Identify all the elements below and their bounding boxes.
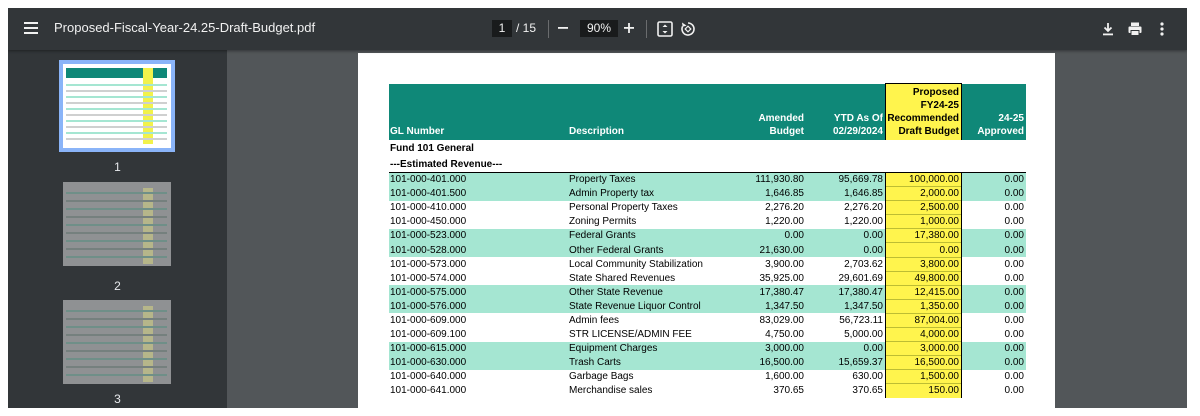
proposed-budget-cell: 16,500.00 — [886, 356, 962, 370]
gl-number-cell: 101-000-630.000 — [389, 356, 568, 370]
proposed-budget-cell: 1,000.00 — [886, 215, 962, 229]
header-description: Description — [568, 84, 730, 141]
approved-cell: 0.00 — [1004, 371, 1024, 383]
table-row — [389, 257, 1026, 271]
header-proposed — [886, 84, 962, 141]
zoom-in-icon[interactable] — [619, 18, 639, 38]
approved-cell: 0.00 — [962, 243, 1027, 257]
header-proposed-line3: Draft Budget — [898, 126, 959, 137]
approved-cell: 0.00 — [962, 356, 1027, 370]
menu-icon[interactable] — [22, 19, 40, 37]
toolbar — [8, 8, 1187, 50]
ytd-cell: 0.00 — [806, 342, 886, 356]
page-thumbnail-3[interactable] — [63, 300, 171, 384]
approved-cell: 0.00 — [962, 299, 1027, 313]
amended-budget-cell: 1,347.50 — [730, 299, 806, 313]
document-title: Proposed-Fiscal-Year-24.25-Draft-Budget.pdf — [54, 20, 316, 35]
header-approved — [962, 84, 1027, 141]
ytd-cell: 17,380.47 — [806, 285, 886, 299]
proposed-budget-cell: 3,800.00 — [886, 257, 962, 271]
proposed-budget-cell: 3,000.00 — [886, 342, 962, 356]
description-cell: Other Federal Grants — [568, 243, 730, 257]
table-row — [389, 328, 1026, 342]
gl-number-cell: 101-000-609.000 — [390, 314, 467, 326]
ytd-cell: 5,000.00 — [844, 329, 883, 341]
table-row — [389, 271, 1026, 285]
description-cell: Federal Grants — [568, 229, 730, 243]
approved-cell: 0.00 — [962, 285, 1027, 299]
amended-budget-cell: 3,000.00 — [730, 342, 806, 356]
amended-budget-cell: 111,930.80 — [730, 173, 806, 187]
table-row — [389, 370, 1026, 384]
description-cell: Merchandise sales — [569, 385, 653, 397]
proposed-budget-cell: 2,500.00 — [886, 201, 962, 215]
proposed-budget-cell: 12,415.00 — [886, 285, 962, 299]
description-cell: Personal Property Taxes — [569, 202, 678, 214]
gl-number-cell: 101-000-401.000 — [389, 173, 568, 187]
ytd-cell: 370.65 — [852, 385, 883, 397]
header-ytd-line2: 02/29/2024 — [832, 126, 883, 137]
toolbar-divider — [548, 20, 549, 38]
description-cell: Zoning Permits — [569, 216, 637, 228]
gl-number-cell: 101-000-574.000 — [390, 272, 467, 284]
approved-cell: 0.00 — [1004, 258, 1024, 270]
approved-cell: 0.00 — [1004, 202, 1024, 214]
print-icon[interactable] — [1126, 20, 1144, 38]
amended-budget-cell: 83,029.00 — [759, 314, 804, 326]
proposed-budget-cell: 1,350.00 — [886, 299, 962, 313]
amended-budget-cell: 35,925.00 — [759, 272, 804, 284]
thumbnail-label: 1 — [114, 160, 121, 174]
description-cell: Property Taxes — [568, 173, 730, 187]
description-cell: State Revenue Liquor Control — [568, 299, 730, 313]
table-header-row — [389, 84, 1026, 141]
gl-number-cell: 101-000-450.000 — [390, 216, 467, 228]
page-thumbnail-2[interactable] — [63, 182, 171, 266]
ytd-cell: 56,723.11 — [839, 314, 883, 326]
ytd-cell: 2,703.62 — [844, 258, 883, 270]
zoom-out-icon[interactable] — [553, 18, 573, 38]
ytd-cell: 1,646.85 — [806, 187, 886, 201]
description-cell: Equipment Charges — [568, 342, 730, 356]
gl-number-cell: 101-000-528.000 — [389, 243, 568, 257]
amended-budget-cell: 370.65 — [773, 385, 804, 397]
section-heading-row — [389, 156, 1026, 173]
table-row — [389, 384, 1026, 398]
ytd-cell: 2,276.20 — [844, 202, 883, 214]
table-row — [389, 285, 1026, 299]
ytd-cell: 95,669.78 — [806, 173, 886, 187]
ytd-cell: 630.00 — [852, 371, 883, 383]
proposed-budget-cell: 100,000.00 — [886, 173, 962, 187]
amended-budget-cell: 17,380.47 — [730, 285, 806, 299]
description-cell: Trash Carts — [568, 356, 730, 370]
page-total: / 15 — [516, 21, 537, 35]
table-row — [389, 243, 1026, 257]
proposed-budget-cell: 2,000.00 — [886, 187, 962, 201]
table-row — [389, 201, 1026, 215]
header-approved-line2: Approved — [977, 126, 1024, 137]
proposed-budget-cell: 0.00 — [886, 243, 962, 257]
gl-number-cell: 101-000-523.000 — [389, 229, 568, 243]
table-row — [389, 313, 1026, 327]
description-cell: State Shared Revenues — [569, 272, 676, 284]
ytd-cell: 1,347.50 — [806, 299, 886, 313]
description-cell: Admin Property tax — [568, 187, 730, 201]
gl-number-cell: 101-000-576.000 — [389, 299, 568, 313]
ytd-cell: 29,601.69 — [838, 272, 883, 284]
fund-heading: Fund 101 General — [389, 140, 886, 156]
table-row — [389, 173, 1026, 187]
header-proposed-line1: Proposed FY24-25 — [912, 87, 959, 111]
pdf-page — [358, 53, 1055, 408]
page-thumbnail-1[interactable] — [63, 64, 171, 148]
ytd-cell: 15,659.37 — [806, 356, 886, 370]
gl-number-cell: 101-000-401.500 — [389, 187, 568, 201]
thumbnail-label: 2 — [114, 279, 121, 293]
amended-budget-cell: 16,500.00 — [730, 356, 806, 370]
amended-budget-cell: 2,276.20 — [765, 202, 804, 214]
amended-budget-cell: 0.00 — [730, 229, 806, 243]
toolbar-divider — [646, 20, 647, 38]
table-row — [389, 299, 1026, 313]
description-cell: Garbage Bags — [569, 371, 634, 383]
approved-cell: 0.00 — [962, 342, 1027, 356]
amended-budget-cell: 1,220.00 — [765, 216, 804, 228]
header-proposed-line2: Recommended — [887, 113, 959, 124]
section-heading: ---Estimated Revenue--- — [389, 156, 886, 173]
description-cell: Local Community Stabilization — [569, 258, 703, 270]
gl-number-cell: 101-000-575.000 — [389, 285, 568, 299]
header-ytd — [806, 84, 886, 141]
fit-page-icon[interactable] — [656, 20, 674, 38]
description-cell: Other State Revenue — [568, 285, 730, 299]
gl-number-cell: 101-000-641.000 — [390, 385, 467, 397]
proposed-budget-cell: 1,500.00 — [886, 370, 962, 384]
proposed-budget-cell: 87,004.00 — [886, 313, 962, 327]
amended-budget-cell: 4,750.00 — [765, 329, 804, 341]
zoom-level-input[interactable]: 90% — [580, 20, 618, 37]
table-row — [389, 187, 1026, 201]
approved-cell: 0.00 — [1004, 385, 1024, 397]
proposed-budget-cell: 17,380.00 — [886, 229, 962, 243]
pdf-viewer — [8, 8, 1187, 408]
ytd-cell: 0.00 — [806, 243, 886, 257]
fund-heading-row — [389, 140, 1026, 156]
rotate-icon[interactable] — [679, 20, 697, 38]
approved-cell: 0.00 — [962, 187, 1027, 201]
proposed-budget-cell: 4,000.00 — [886, 328, 962, 342]
more-options-icon[interactable] — [1153, 20, 1171, 38]
table-row — [389, 229, 1026, 243]
header-gl-number: GL Number — [389, 84, 568, 141]
proposed-budget-cell: 150.00 — [886, 384, 962, 398]
table-row — [389, 356, 1026, 370]
amended-budget-cell: 21,630.00 — [730, 243, 806, 257]
thumbnail-label: 3 — [114, 392, 121, 406]
amended-budget-cell: 1,646.85 — [730, 187, 806, 201]
gl-number-cell: 101-000-640.000 — [390, 371, 467, 383]
thumbnail-sidebar — [8, 50, 227, 408]
amended-budget-cell: 3,900.00 — [765, 258, 804, 270]
approved-cell: 0.00 — [1004, 314, 1024, 326]
approved-cell: 0.00 — [962, 229, 1027, 243]
ytd-cell: 0.00 — [806, 229, 886, 243]
header-amended-budget: Amended Budget — [730, 84, 806, 141]
gl-number-cell: 101-000-615.000 — [389, 342, 568, 356]
description-cell: Admin fees — [569, 314, 620, 326]
page-number-input[interactable]: 1 — [492, 20, 512, 37]
gl-number-cell: 101-000-573.000 — [390, 258, 467, 270]
approved-cell: 0.00 — [1004, 272, 1024, 284]
amended-budget-cell: 1,600.00 — [765, 371, 804, 383]
header-approved-line1: 24-25 — [998, 113, 1024, 124]
proposed-budget-cell: 49,800.00 — [886, 271, 962, 285]
table-row — [389, 342, 1026, 356]
description-cell: STR LICENSE/ADMIN FEE — [569, 329, 692, 341]
table-row — [389, 215, 1026, 229]
budget-table — [389, 83, 1026, 398]
approved-cell: 0.00 — [1004, 329, 1024, 341]
approved-cell: 0.00 — [962, 173, 1027, 187]
gl-number-cell: 101-000-410.000 — [390, 202, 467, 214]
approved-cell: 0.00 — [1004, 216, 1024, 228]
gl-number-cell: 101-000-609.100 — [390, 329, 467, 341]
header-ytd-line1: YTD As Of — [833, 113, 883, 124]
ytd-cell: 1,220.00 — [844, 216, 883, 228]
download-icon[interactable] — [1099, 20, 1117, 38]
